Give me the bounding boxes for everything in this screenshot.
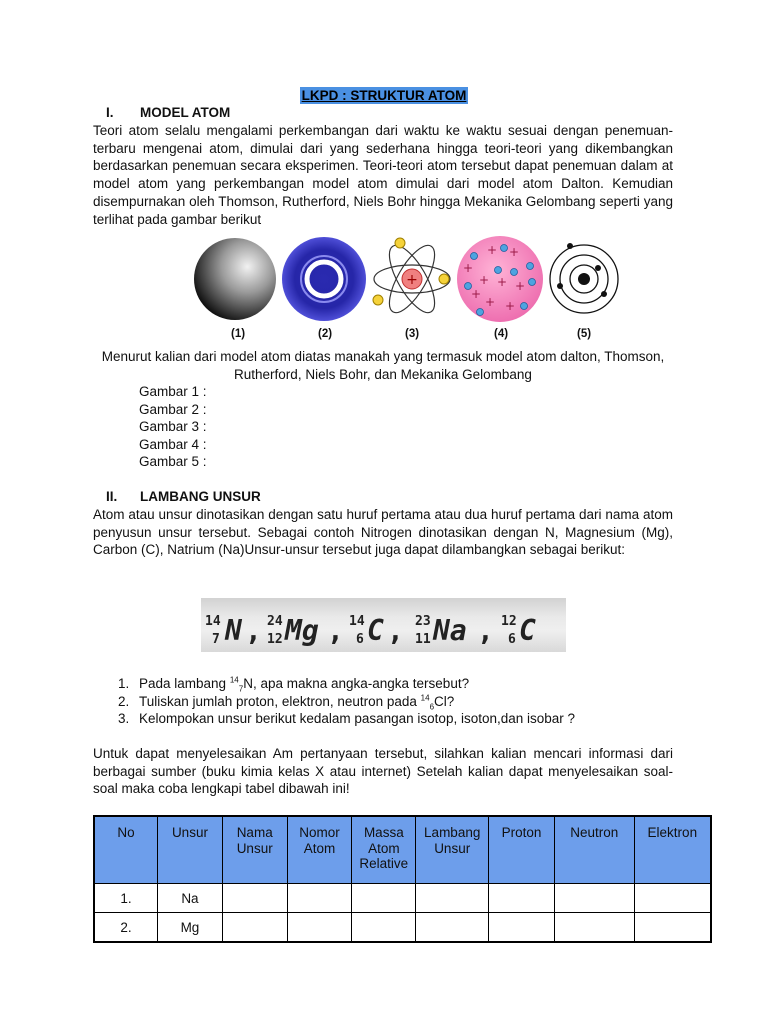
svg-text:7: 7	[212, 632, 220, 647]
answer-list	[139, 383, 207, 471]
col-header-massa-atom: Massa Atom Relative	[352, 816, 416, 884]
cell-neutron[interactable]	[554, 884, 634, 913]
svg-text:6: 6	[508, 632, 516, 647]
col-header-lambang-unsur: Lambang Unsur	[416, 816, 489, 884]
section-2-paragraph: Atom atau unsur dinotasikan dengan satu huruf pertama atau dua huruf pertama dari nama atom penyusun unsur tersebut. Sebagai contoh Nitrogen dinotasikan dengan N, Magnesium (Mg), Carbon (C), Natrium (Na)Unsur-unsur tersebut juga dapat dilambangkan sebagai berikut:	[93, 507, 673, 558]
dalton-atom-image	[192, 236, 278, 322]
cell-unsur: Na	[158, 884, 223, 913]
svg-text:12: 12	[501, 614, 517, 629]
section-1-paragraph: Teori atom selalu mengalami perkembangan dari waktu ke waktu sesuai dengan penemuan-terbaru mengenai atom, dimulai dari yang sederhana hingga teori-teori yang dikembangkan berdasarkan penemuan secara eksperimen. Teori-teori atom tersebut dapat penemuan dalam at model atom yang perkembangan model atom dimulai dari model atom Dalton. Kemudian disempurnakan oleh Thomson, Rutherford, Niels Bohr hingga Mekanika Gelombang seperti yang terlihat pada gambar berikut	[93, 123, 673, 227]
figure-label-1: (1)	[231, 328, 246, 340]
thomson-atom-image	[280, 236, 368, 322]
svg-text:Mg: Mg	[285, 614, 319, 647]
element-table	[93, 815, 712, 943]
svg-text:,: ,	[477, 614, 494, 647]
col-header-proton: Proton	[489, 816, 555, 884]
svg-text:12: 12	[267, 632, 283, 647]
cell-neutron[interactable]	[554, 913, 634, 943]
section-2-heading	[106, 488, 261, 506]
svg-text:C: C	[367, 614, 384, 647]
cell-elektron[interactable]	[634, 884, 711, 913]
svg-text:Na: Na	[433, 614, 467, 647]
cell-no: 1.	[94, 884, 158, 913]
svg-text:C: C	[519, 614, 536, 647]
svg-text:23: 23	[415, 614, 431, 629]
title-wrap	[0, 87, 768, 105]
question-list	[118, 675, 575, 728]
svg-text:,: ,	[245, 614, 262, 647]
figure-label-4: (4)	[494, 328, 509, 340]
answer-line-5[interactable]: Gambar 5 :	[139, 454, 207, 470]
svg-text:+: +	[486, 243, 498, 257]
svg-text:+: +	[462, 261, 474, 275]
figure-label-3: (3)	[405, 328, 420, 340]
svg-text:+: +	[514, 279, 526, 293]
rutherford-atom-image	[370, 236, 454, 322]
cell-nama-unsur[interactable]	[222, 913, 287, 943]
symbol-na	[415, 614, 494, 647]
question-item-2: 2. Tuliskan jumlah proton, elektron, neutron pada $^{14}_6$Cl?	[118, 693, 455, 712]
section-2-title: LAMBANG UNSUR	[140, 489, 261, 504]
cell-elektron[interactable]	[634, 913, 711, 943]
svg-text:+: +	[470, 287, 482, 301]
cell-unsur: Mg	[158, 913, 223, 943]
cell-lambang-unsur[interactable]	[416, 884, 489, 913]
svg-text:6: 6	[356, 632, 364, 647]
figure-label-5: (5)	[577, 328, 592, 340]
section-1-title: MODEL ATOM	[140, 105, 231, 120]
svg-text:N: N	[225, 614, 242, 647]
svg-text:+: +	[406, 272, 418, 288]
symbol-c	[349, 614, 404, 647]
table-header-row	[94, 816, 711, 884]
atom-models-figure	[192, 236, 622, 322]
element-symbols-svg	[201, 598, 566, 652]
model-question: Menurut kalian dari model atom diatas manakah yang termasuk model atom dalton, Thomson, Rutherford, Niels Bohr, dan Mekanika Gelombang	[101, 349, 665, 382]
bohr-atom-image	[454, 236, 546, 322]
table-row	[94, 884, 711, 913]
svg-text:24: 24	[267, 614, 283, 629]
closing-paragraph: Untuk dapat menyelesaikan Am pertanyaan tersebut, silahkan kalian mencari informasi dari berbagai sumber (buku kimia kelas X atau internet) Setelah kalian dapat menyelesaikan soal-soal maka coba lengkapi tabel dibawah ini!	[93, 746, 673, 797]
svg-text:+: +	[508, 245, 520, 259]
col-header-nama-unsur: Nama Unsur	[222, 816, 287, 884]
col-header-no: No	[94, 816, 158, 884]
table-row	[94, 913, 711, 943]
svg-text:14: 14	[205, 614, 221, 629]
section-1-heading	[106, 104, 230, 122]
figure-labels	[0, 328, 768, 344]
section-1-number: I.	[106, 105, 114, 120]
svg-text:+: +	[496, 275, 508, 289]
answer-line-1[interactable]: Gambar 1 :	[139, 384, 207, 399]
element-symbols-image	[201, 598, 566, 652]
svg-text:14: 14	[349, 614, 365, 629]
answer-line-3[interactable]: Gambar 3 :	[139, 419, 207, 435]
col-header-elektron: Elektron	[634, 816, 711, 884]
symbol-mg	[267, 614, 344, 647]
cell-nomor-atom[interactable]	[287, 884, 352, 913]
cell-proton[interactable]	[489, 884, 555, 913]
symbol-n	[205, 614, 262, 647]
col-header-neutron: Neutron	[554, 816, 634, 884]
svg-text:+: +	[478, 273, 490, 287]
cell-massa-atom[interactable]	[352, 913, 416, 943]
cell-massa-atom[interactable]	[352, 884, 416, 913]
svg-text:+: +	[504, 299, 516, 313]
symbol-c-12	[501, 614, 536, 647]
svg-text:,: ,	[387, 614, 404, 647]
svg-text:+: +	[484, 295, 496, 309]
svg-text:,: ,	[327, 614, 344, 647]
svg-text:11: 11	[415, 632, 431, 647]
section-2-number: II.	[106, 489, 118, 504]
cell-nama-unsur[interactable]	[222, 884, 287, 913]
question-item-3: 3. Kelompokan unsur berikut kedalam pasangan isotop, isoton,dan isobar ?	[118, 711, 576, 727]
col-header-unsur: Unsur	[158, 816, 223, 884]
page-title: LKPD : STRUKTUR ATOM	[301, 88, 467, 103]
cell-lambang-unsur[interactable]	[416, 913, 489, 943]
col-header-nomor-atom: Nomor Atom	[287, 816, 352, 884]
answer-line-4[interactable]: Gambar 4 :	[139, 436, 207, 452]
cell-proton[interactable]	[489, 913, 555, 943]
wave-mechanics-atom-image	[546, 236, 622, 322]
cell-nomor-atom[interactable]	[287, 913, 352, 943]
figure-label-2: (2)	[318, 328, 333, 340]
cell-no: 2.	[94, 913, 158, 943]
question-item-1: 1. Pada lambang $^{14}_7$N, apa makna angka-angka tersebut?	[118, 675, 470, 694]
answer-line-2[interactable]: Gambar 2 :	[139, 401, 207, 417]
